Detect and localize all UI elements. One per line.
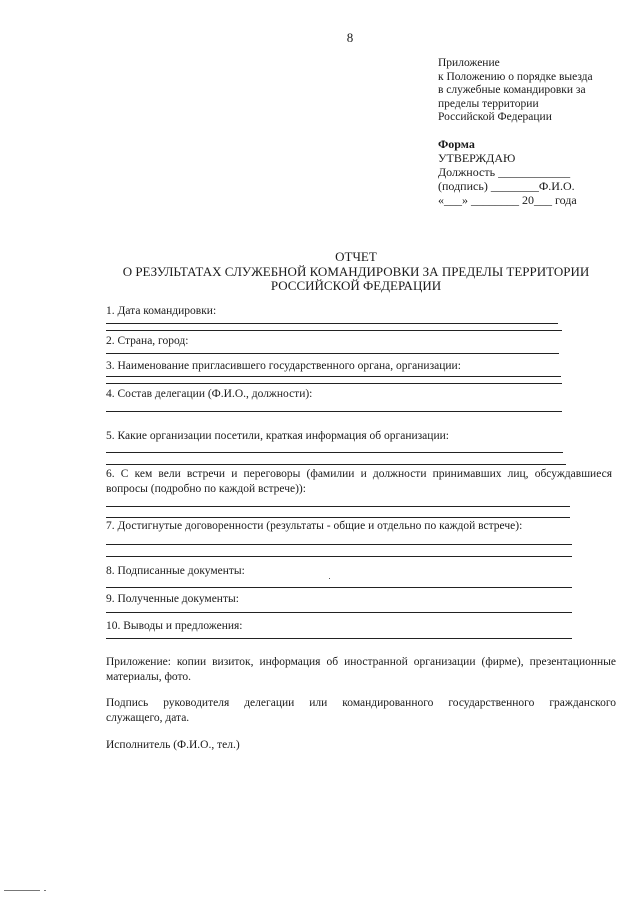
appendix-line: Российской Федерации	[438, 111, 552, 123]
signature-field: (подпись) ________Ф.И.О.	[438, 179, 575, 193]
attachment-line: материалы, фото.	[106, 671, 192, 683]
fill-line	[106, 638, 572, 639]
approve-label: УТВЕРЖДАЮ	[438, 151, 516, 165]
title-line: О РЕЗУЛЬТАТАХ СЛУЖЕБНОЙ КОМАНДИРОВКИ ЗА ПРЕДЕЛЫ ТЕРРИТОРИИ	[122, 263, 590, 279]
title-line: ОТЧЕТ	[335, 249, 377, 264]
appendix-note	[438, 57, 638, 125]
fill-line	[106, 587, 572, 588]
attachment-paragraph	[106, 655, 616, 685]
item-meetings-cont: вопросы (подробно по каждой встрече)):	[106, 483, 306, 495]
fill-line	[106, 330, 562, 331]
item-meetings: 6. С кем вели встречи и переговоры (фамилии и должности принимавших лиц, обсуждавшиеся	[106, 468, 612, 480]
fill-line	[106, 517, 570, 518]
item-inviting-organization: 3. Наименование пригласившего государственного органа, организации:	[106, 360, 461, 372]
appendix-line: в служебные командировки за	[438, 84, 586, 96]
appendix-line: к Положению о порядке выезда	[438, 70, 593, 83]
form-label: Форма	[438, 137, 475, 151]
title-line: РОССИЙСКОЙ ФЕДЕРАЦИИ	[270, 278, 442, 293]
item-agreements: 7. Достигнутые договоренности (результаты - общие и отдельно по каждой встрече):	[106, 520, 523, 532]
item-signed-documents: 8. Подписанные документы:	[106, 565, 245, 577]
item-conclusions: 10. Выводы и предложения:	[106, 620, 243, 632]
item-received-documents: 9. Полученные документы:	[106, 593, 239, 605]
position-field: Должность ____________	[438, 165, 571, 179]
scan-speck	[329, 578, 330, 579]
attachment-line: Приложение: копии визиток, информация об иностранной организации (фирме), презентационные	[106, 656, 616, 668]
report-title	[0, 250, 640, 294]
item-visited-organizations: 5. Какие организации посетили, краткая информация об организации:	[106, 430, 449, 442]
item-delegation: 4. Состав делегации (Ф.И.О., должности):	[106, 388, 313, 400]
fill-line	[106, 323, 558, 324]
fill-line	[106, 556, 572, 557]
fill-line	[106, 376, 561, 377]
date-field: «___» ________ 20___ года	[438, 193, 577, 207]
item-country-city: 2. Страна, город:	[106, 335, 189, 347]
page-number: 8	[346, 30, 354, 45]
appendix-line: Приложение	[438, 57, 500, 69]
fill-line	[106, 383, 562, 384]
item-trip-date: 1. Дата командировки:	[106, 305, 217, 317]
fill-line	[106, 544, 572, 545]
signature-paragraph	[106, 696, 616, 726]
fill-line	[106, 612, 572, 613]
fill-line	[106, 353, 559, 354]
fill-line	[106, 452, 563, 453]
signature-line: Подпись руководителя делегации или командированного государственного гражданского	[106, 697, 616, 709]
approval-block	[438, 137, 638, 207]
scan-mark	[4, 890, 40, 891]
fill-line	[106, 411, 562, 412]
executor-line: Исполнитель (Ф.И.О., тел.)	[106, 739, 240, 751]
fill-line	[106, 464, 566, 465]
appendix-line: пределы территории	[438, 97, 539, 110]
fill-line	[106, 506, 570, 507]
signature-line: служащего, дата.	[106, 712, 190, 724]
scan-mark	[44, 890, 46, 891]
